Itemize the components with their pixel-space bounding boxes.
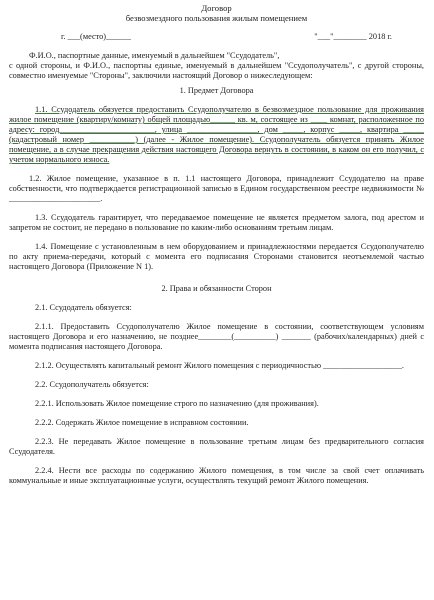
clause-1-1: 1.1. Ссудодатель обязуется предоставить Ссудополучателю в безвозмездное пользование для проживания жилое помещение (квартиру/комнату) общей площадью______ кв. м, состоящее из ____ комнат, расположенное по адресу: город_______________________, улица _________________, дом _____, корпус _____, квартира _____ (кадастровый номер ___________) (далее - Жилое помещение). Ссудополучатель обязуется принять Жилое помещение, а в случае прекращения действия настоящего Договора вернуть в состоянии, в каком он его получил, с учетом нормального износа. [9, 105, 424, 164]
date-field: "___"________ 2018 г. [314, 32, 392, 41]
document-subtitle: безвозмездного пользования жилым помещением [125, 13, 308, 23]
place-field: г. ___(место)______ [61, 32, 131, 41]
clause-1-4: 1.4. Помещение с установленным в нем оборудованием и принадлежностями передается Ссудополучателю по акту приема-передачи, который с момента его подписания Сторонами становится неотъемлемой частью настоящего Договора (Приложение N 1). [9, 242, 424, 271]
preamble-line-2: с одной стороны, и Ф.И.О., паспортны единые, именуемый в дальнейшем "Ссудополучатель", с другой стороны, совместно именуемые "Стороны", заключили настоящий Договор о нижеследующем: [9, 61, 424, 80]
clause-2-2-3: 2.2.3. Не передавать Жилое помещение в пользование третьим лицам без предварительного согласия Ссудодателя. [9, 437, 424, 456]
section-2-heading: 2. Права и обязанности Сторон [161, 284, 272, 293]
clause-2-2-2: 2.2.2. Содержать Жилое помещение в исправном состоянии. [35, 418, 249, 427]
document-title: Договор [201, 3, 232, 13]
clause-2-2-4: 2.2.4. Нести все расходы по содержанию Жилого помещения, в том числе за свой счет оплачивать коммунальные и иные эксплуатационные услуги, осуществлять текущий ремонт Жилого помещения. [9, 466, 424, 485]
section-1-heading: 1. Предмет Договора [179, 86, 254, 95]
clause-2-1-1: 2.1.1. Предоставить Ссудополучателю Жилое помещение в состоянии, соответствующем условиям настоящего Договора и его назначению, не позднее________(__________) _______ (рабочих/календарных) дней с момента подписания настоящего Договора. [9, 322, 424, 351]
clause-2-2: 2.2. Ссудополучатель обязуется: [35, 380, 149, 389]
clause-2-2-1: 2.2.1. Использовать Жилое помещение строго по назначению (для проживания). [35, 399, 319, 408]
clause-2-1-2: 2.1.2. Осуществлять капитальный ремонт Жилого помещения с периодичностью ___________________. [35, 361, 405, 370]
preamble-line-1: Ф.И.О., паспортные данные, именуемый в дальнейшем "Ссудодатель", [29, 51, 280, 60]
clause-1-3: 1.3. Ссудодатель гарантирует, что передаваемое помещение не является предметом залога, под арестом и запретом не состоит, не передано в пользование по каким-либо основаниям третьим лицам. [9, 213, 424, 232]
clause-2-1: 2.1. Ссудодатель обязуется: [35, 303, 132, 312]
place-date-row [9, 32, 424, 42]
clause-1-2: 1.2. Жилое помещение, указанное в п. 1.1 настоящего Договора, принадлежит Ссудодателю на праве собственности, что подтверждается регистрационной записью в Едином государственном реестре недвижимости № ______________________. [9, 174, 424, 203]
